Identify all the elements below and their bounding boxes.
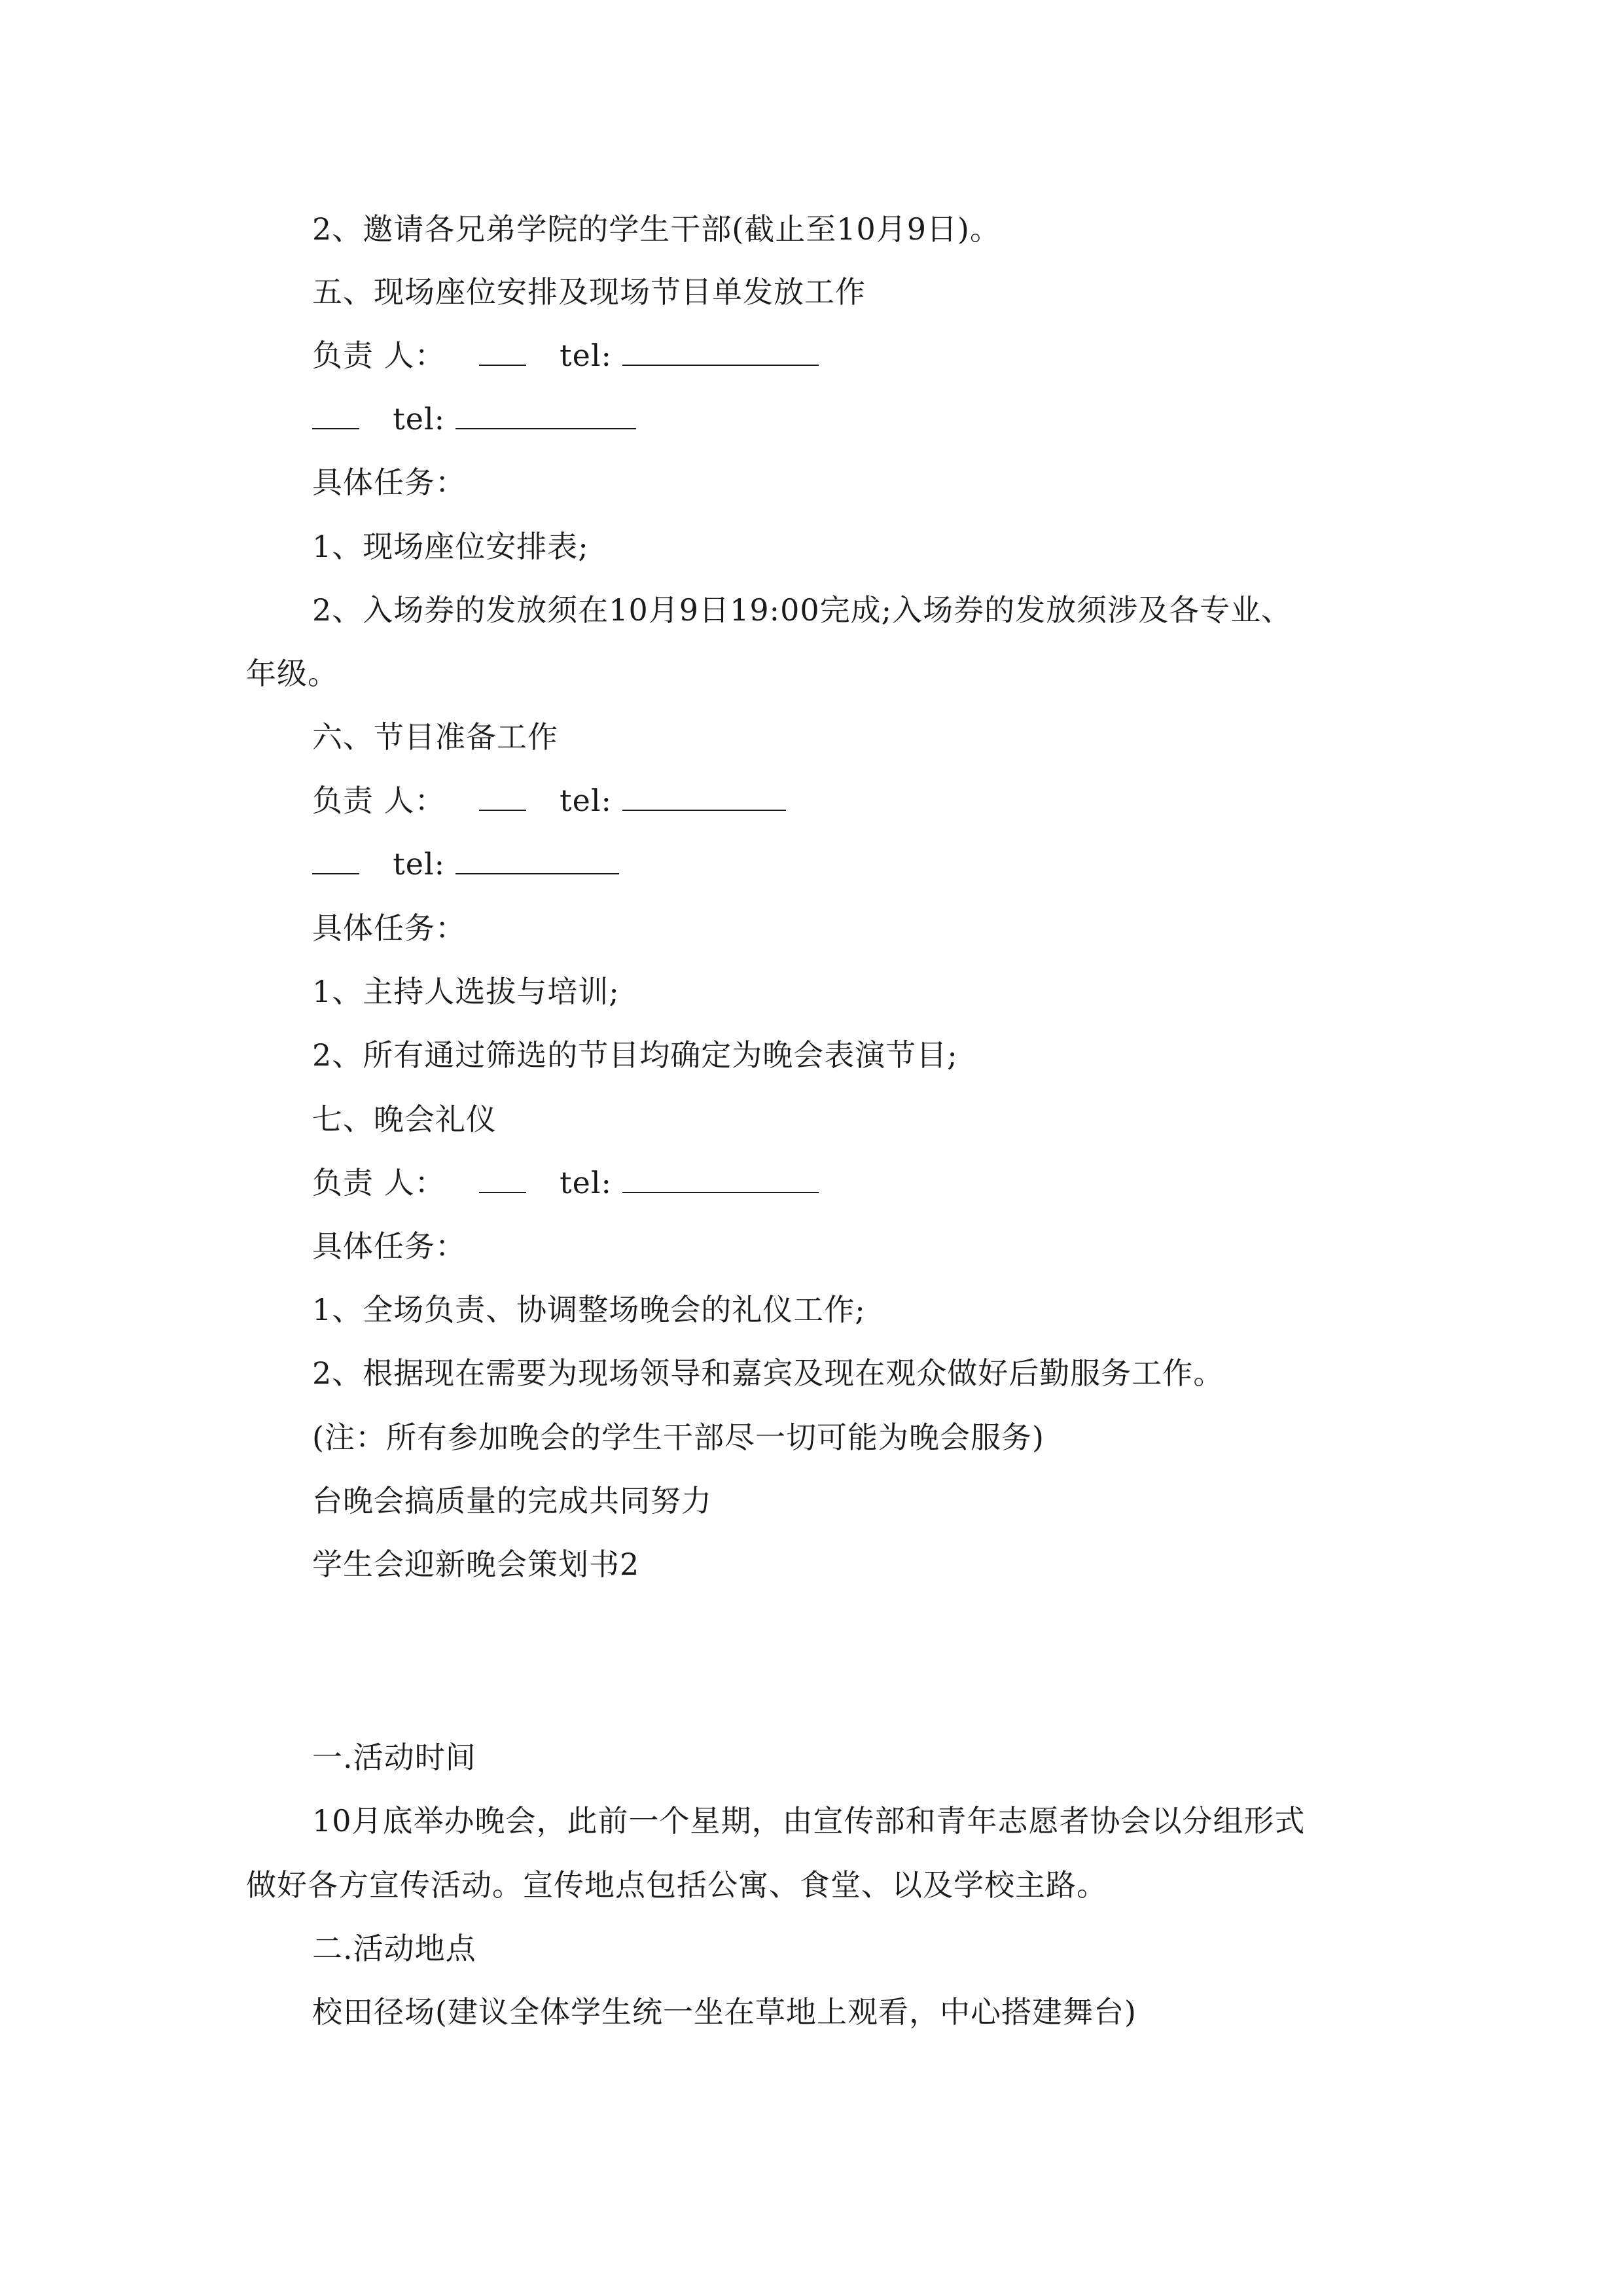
note: (注：所有参加晚会的学生干部尽一切可能为晚会服务)	[312, 1420, 1044, 1455]
text-line: 台晚会搞质量的完成共同努力	[312, 1483, 712, 1518]
text-line: 年级。	[246, 656, 338, 691]
tel-blank	[455, 403, 636, 429]
responsible-person-row	[0, 1163, 1623, 1202]
paragraph: 10月底举办晚会，此前一个星期，由宣传部和青年志愿者协会以分组形式	[312, 1803, 1306, 1839]
section-heading: 二.活动地点	[312, 1931, 476, 1966]
responsible-label: 负责 人：	[312, 338, 446, 373]
responsible-label: 负责 人：	[312, 1165, 446, 1200]
tel-label: tel:	[560, 783, 613, 818]
list-item: 2、入场券的发放须在10月9日19:00完成;入场券的发放须涉及各专业、	[312, 592, 1293, 628]
section-heading: 一.活动时间	[312, 1740, 476, 1775]
tel-blank	[622, 785, 786, 811]
document-title: 学生会迎新晚会策划书2	[312, 1547, 640, 1582]
paragraph: 校田径场(建议全体学生统一坐在草地上观看，中心搭建舞台)	[312, 1994, 1137, 2030]
tel-blank	[622, 340, 819, 366]
paragraph-continued: 做好各方宣传活动。宣传地点包括公寓、食堂、以及学校主路。	[246, 1867, 1107, 1903]
list-item: 1、现场座位安排表;	[312, 529, 589, 564]
name-blank	[479, 785, 526, 811]
name-blank	[479, 1167, 526, 1193]
name-blank	[312, 403, 359, 429]
tel-blank	[622, 1167, 819, 1193]
text-line: 具体任务：	[312, 1229, 466, 1264]
list-item: 2、根据现在需要为现场领导和嘉宾及现在观众做好后勤服务工作。	[312, 1355, 1224, 1391]
tel-label: tel:	[560, 338, 613, 373]
tel-blank	[455, 848, 619, 874]
responsible-person-row	[0, 336, 1623, 375]
section-heading: 五、现场座位安排及现场节目单发放工作	[312, 274, 866, 310]
section-heading: 六、节目准备工作	[312, 719, 558, 755]
list-item: 2、所有通过筛选的节目均确定为晚会表演节目;	[312, 1037, 958, 1073]
text-line: 2、邀请各兄弟学院的学生干部(截止至10月9日)。	[312, 211, 1001, 247]
responsible-person-row	[0, 844, 1623, 884]
name-blank	[479, 340, 526, 366]
tel-label: tel:	[393, 401, 446, 437]
text-line: 具体任务：	[312, 910, 466, 946]
responsible-person-row	[0, 399, 1623, 439]
section-heading: 七、晚会礼仪	[312, 1102, 497, 1137]
responsible-person-row	[0, 781, 1623, 820]
list-item: 1、主持人选拔与培训;	[312, 974, 620, 1009]
tel-label: tel:	[560, 1165, 613, 1200]
text-line: 具体任务：	[312, 465, 466, 500]
responsible-label: 负责 人：	[312, 783, 446, 818]
list-item: 1、全场负责、协调整场晚会的礼仪工作;	[312, 1292, 866, 1327]
name-blank	[312, 848, 359, 874]
tel-label: tel:	[393, 846, 446, 882]
